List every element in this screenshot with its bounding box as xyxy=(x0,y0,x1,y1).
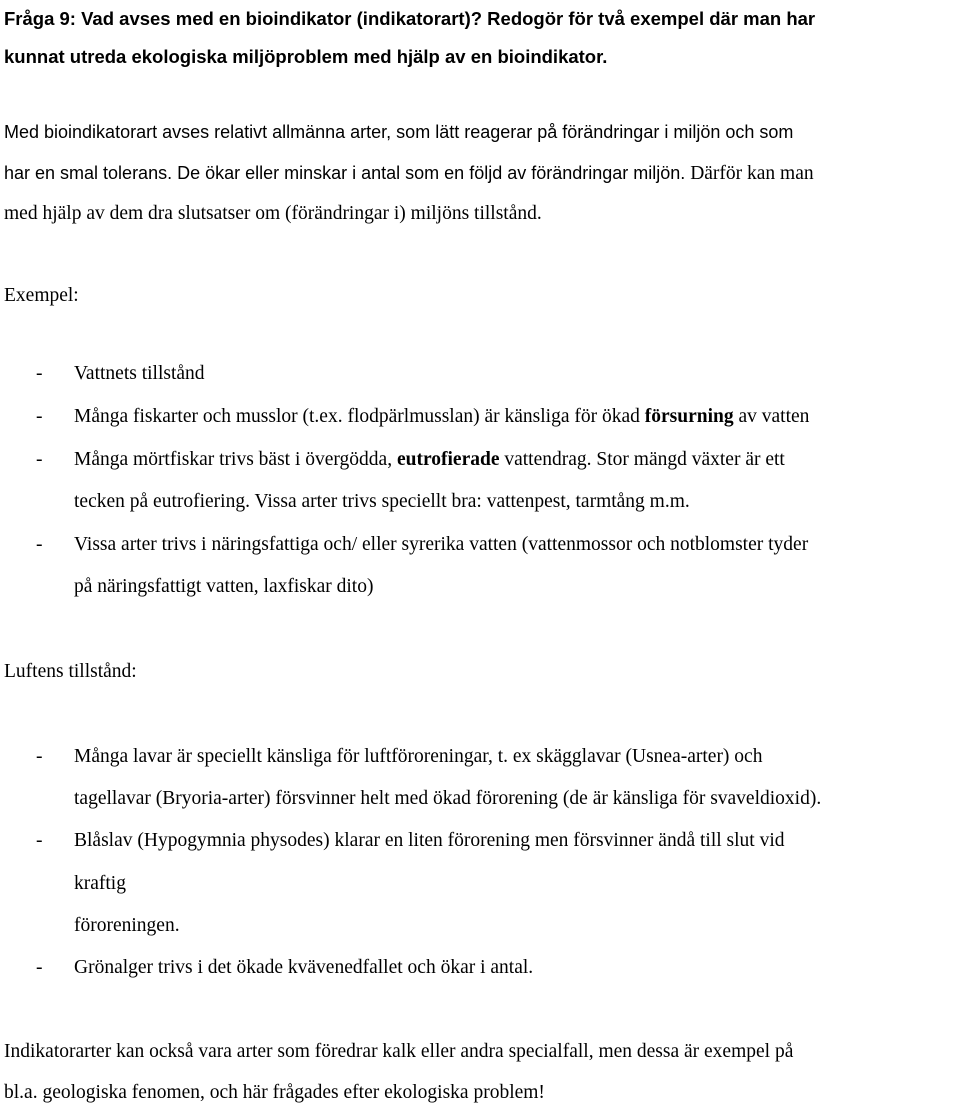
intro-line-3: med hjälp av dem dra slutsatser om (förändringar i) miljöns tillstånd. xyxy=(4,203,542,224)
list-dash: - xyxy=(36,830,43,851)
closing-line-1: Indikatorarter kan också vara arter som föredrar kalk eller andra specialfall, men dessa är exempel på xyxy=(4,1041,794,1062)
water-item-3-bold: eutrofierade xyxy=(396,449,500,470)
intro-line-2 xyxy=(4,161,814,186)
example-heading: Exempel: xyxy=(4,285,79,306)
list-dash: - xyxy=(36,746,43,767)
water-item-1: Vattnets tillstånd xyxy=(74,363,205,384)
air-item-2-line-3: föroreningen. xyxy=(74,915,180,936)
water-item-3 xyxy=(74,448,785,472)
air-item-2-line-2: kraftig xyxy=(74,873,126,894)
question-line-2: kunnat utreda ekologiska miljöproblem med hjälp av en bioindikator. xyxy=(4,46,608,67)
question-heading xyxy=(4,0,956,76)
water-item-3-tail: vattendrag. Stor mängd växter är ett xyxy=(499,449,785,470)
water-item-2-text: Många fiskarter och musslor (t.ex. flodpärlmusslan) är känsliga för ökad xyxy=(74,406,645,427)
air-item-3: Grönalger trivs i det ökade kvävenedfallet och ökar i antal. xyxy=(74,957,534,978)
water-item-2-bold: försurning xyxy=(644,406,734,427)
air-heading: Luftens tillstånd: xyxy=(4,661,137,682)
water-item-3-text: Många mörtfiskar trivs bäst i övergödda, xyxy=(74,449,397,470)
intro-line-2a: har en smal tolerans. De ökar eller minskar i antal som en följd av förändringar miljön. xyxy=(4,163,686,183)
list-dash: - xyxy=(36,534,43,555)
water-item-3-line-2: tecken på eutrofiering. Vissa arter trivs speciellt bra: vattenpest, tarmtång m.m. xyxy=(74,491,690,512)
list-dash: - xyxy=(36,957,43,978)
list-dash: - xyxy=(36,449,43,470)
intro-line-2b: Därför kan man xyxy=(685,163,814,184)
water-item-2 xyxy=(74,405,809,429)
list-dash: - xyxy=(36,363,43,384)
air-item-1-line-2: tagellavar (Bryoria-arter) försvinner helt med ökad förorening (de är känsliga för svaveldioxid). xyxy=(74,788,822,809)
intro-line-1: Med bioindikatorart avses relativt allmänna arter, som lätt reagerar på förändringar i miljön och som xyxy=(4,122,794,142)
question-line-1: Fråga 9: Vad avses med en bioindikator (indikatorart)? Redogör för två exempel där man har xyxy=(4,8,816,29)
list-dash: - xyxy=(36,406,43,427)
air-item-1: Många lavar är speciellt känsliga för luftföroreningar, t. ex skägglavar (Usnea-arter) och xyxy=(74,746,763,767)
water-item-4: Vissa arter trivs i näringsfattiga och/ eller syrerika vatten (vattenmossor och notblomster tyder xyxy=(74,534,809,555)
water-item-4-line-2: på näringsfattigt vatten, laxfiskar dito) xyxy=(74,576,374,597)
water-item-2-tail: av vatten xyxy=(733,406,810,427)
closing-line-2: bl.a. geologiska fenomen, och här frågades efter ekologiska problem! xyxy=(4,1082,545,1103)
air-item-2: Blåslav (Hypogymnia physodes) klarar en liten förorening men försvinner ändå till slut vid xyxy=(74,830,785,851)
